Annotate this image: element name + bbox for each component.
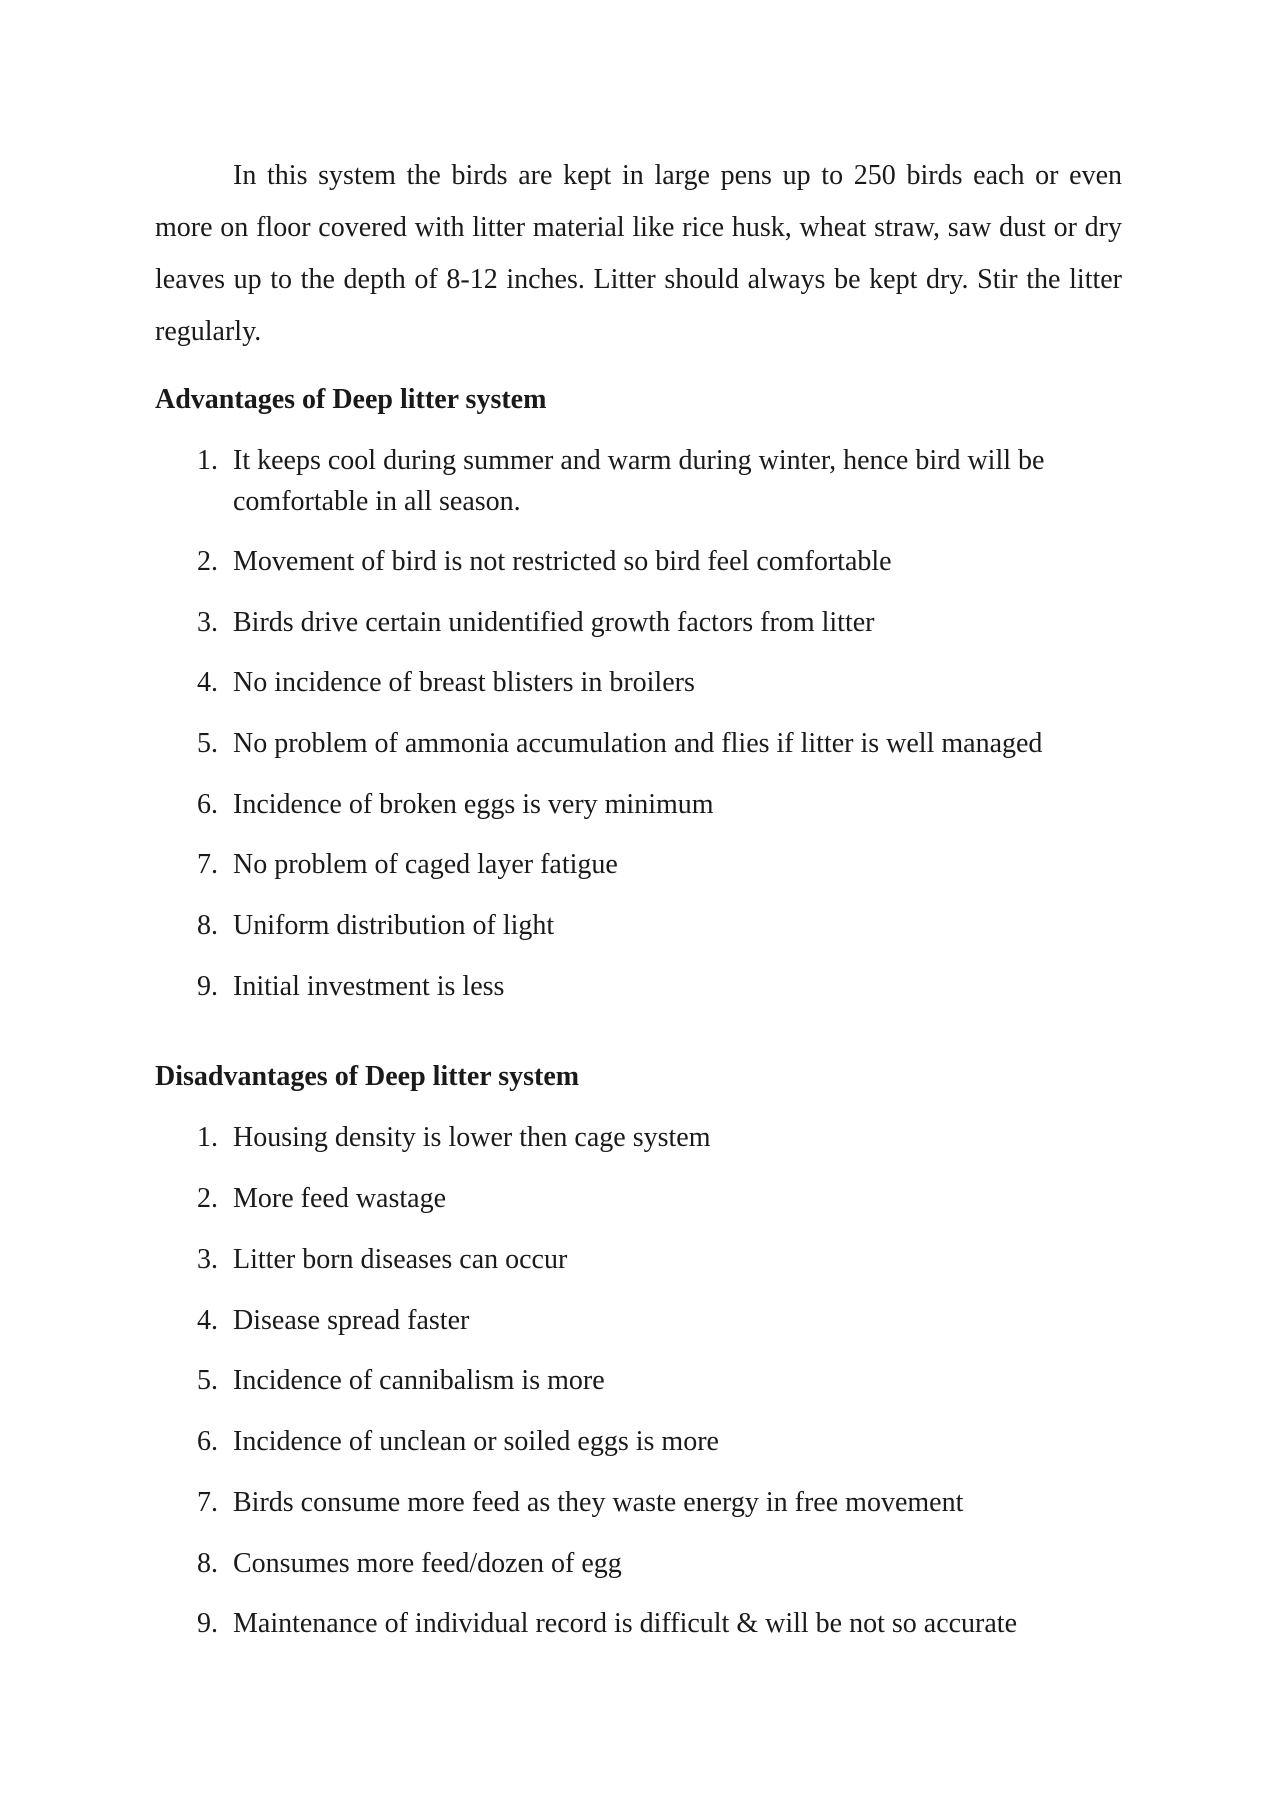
list-item-number: 6. — [197, 1426, 218, 1457]
list-item-text: Incidence of broken eggs is very minimum — [233, 789, 714, 820]
list-item-text: More feed wastage — [233, 1183, 447, 1214]
list-item-text: Consumes more feed/dozen of egg — [233, 1548, 622, 1579]
intro-paragraph: In this system the birds are kept in large pens up to 250 birds each or even more on floor covered with litter material like rice husk, wheat straw, saw dust or dry leaves up to the depth of 8-12 inches. Litter should always be kept dry. Stir the litter regularly. — [155, 160, 1122, 347]
disadvantages-heading: Disadvantages of Deep litter system — [155, 1061, 580, 1092]
list-item-number: 9. — [197, 971, 218, 1002]
list-item-number: 3. — [197, 607, 218, 638]
advantages-heading: Advantages of Deep litter system — [155, 384, 547, 415]
list-item-text: Birds consume more feed as they waste energy in free movement — [233, 1487, 964, 1518]
list-item-text: Initial investment is less — [233, 971, 505, 1002]
list-item-number: 9. — [197, 1608, 218, 1639]
list-item-text: Movement of bird is not restricted so bird feel comfortable — [233, 546, 892, 577]
list-item-text: Litter born diseases can occur — [233, 1244, 568, 1275]
list-item-number: 5. — [197, 1365, 218, 1396]
list-item-text: No problem of ammonia accumulation and flies if litter is well managed — [233, 728, 1043, 759]
list-item-text: Incidence of cannibalism is more — [233, 1365, 605, 1396]
list-item-text: Maintenance of individual record is difficult & will be not so accurate — [233, 1608, 1018, 1639]
list-item-number: 2. — [197, 546, 218, 577]
list-item-text: Disease spread faster — [233, 1305, 470, 1336]
list-item-number: 1. — [197, 445, 218, 476]
list-item-number: 6. — [197, 789, 218, 820]
list-item-text: No incidence of breast blisters in broilers — [233, 667, 695, 698]
list-item-number: 8. — [197, 910, 218, 941]
list-item-number: 2. — [197, 1183, 218, 1214]
list-item-text: No problem of caged layer fatigue — [233, 849, 618, 880]
list-item-number: 1. — [197, 1122, 218, 1153]
list-item-text: Housing density is lower then cage system — [233, 1122, 711, 1153]
list-item-text: It keeps cool during summer and warm during winter, hence bird will be comfortable in all season. — [233, 445, 1045, 517]
list-item-number: 7. — [197, 1487, 218, 1518]
list-item-number: 4. — [197, 667, 218, 698]
list-item-number: 8. — [197, 1548, 218, 1579]
list-item-text: Uniform distribution of light — [233, 910, 555, 941]
list-item-number: 4. — [197, 1305, 218, 1336]
list-item-text: Birds drive certain unidentified growth factors from litter — [233, 607, 875, 638]
list-item-number: 7. — [197, 849, 218, 880]
list-item-text: Incidence of unclean or soiled eggs is more — [233, 1426, 719, 1457]
list-item-number: 5. — [197, 728, 218, 759]
list-item-number: 3. — [197, 1244, 218, 1275]
